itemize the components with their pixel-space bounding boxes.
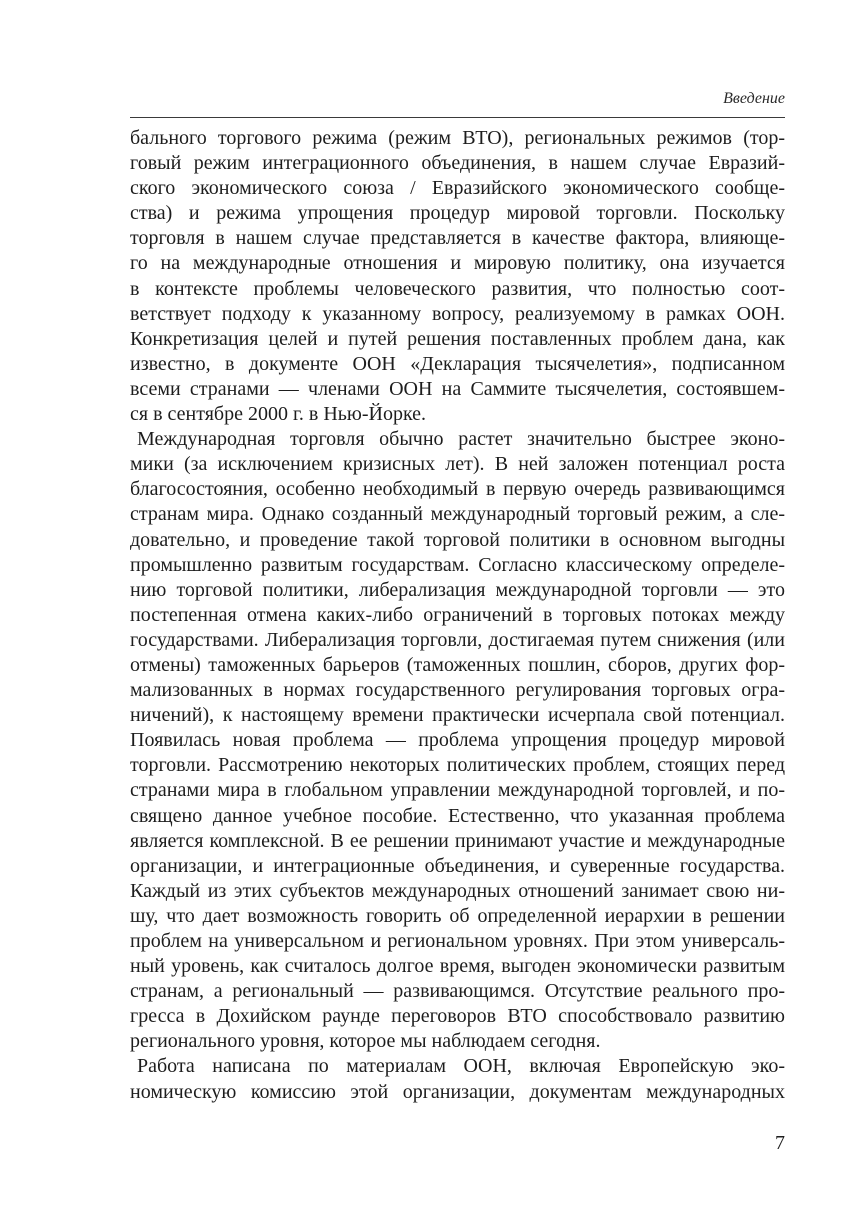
text-line: го на международные отношения и мировую политику, она изучается <box>130 252 785 275</box>
text-line: благосостояния, особенно необходимый в первую очередь развивающимся <box>130 478 785 501</box>
text-line: торговли. Рассмотрению некоторых политических проблем, стоящих перед <box>130 754 785 777</box>
text-line: ветствует подходу к указанному вопросу, реализуемому в рамках ООН. <box>130 302 785 325</box>
text-line: номическую комиссию этой организации, документам международных <box>130 1080 785 1103</box>
text-line: торговля в нашем случае представляется в качестве фактора, влияюще- <box>130 227 785 250</box>
text-line: в контексте проблемы человеческого развития, что полностью соот- <box>130 277 785 300</box>
text-line: бального торгового режима (режим ВТО), региональных режимов (тор- <box>130 127 785 149</box>
text-line: ского экономического союза / Евразийского экономического сообще- <box>130 177 785 200</box>
text-line: странам, а региональный — развивающимся. Отсутствие реального про- <box>130 980 785 1003</box>
text-line: известно, в документе ООН «Декларация тысячелетия», подписанном <box>130 352 785 375</box>
text-line: регионального уровня, которое мы наблюдаем сегодня. <box>130 1030 601 1053</box>
text-line: нию торговой политики, либерализация международной торговли — это <box>130 578 785 601</box>
text-line: всеми странами — членами ООН на Саммите тысячелетия, состоявшем- <box>130 377 785 400</box>
text-line: мики (за исключением кризисных лет). В ней заложен потенциал роста <box>130 453 785 476</box>
paragraph <box>130 1054 785 1104</box>
text-line: шу, что дает возможность говорить об определенной иерархии в решении <box>130 904 785 927</box>
text-line: организации, и интеграционные объединения, и суверенные государства. <box>130 854 785 877</box>
text-line: ный уровень, как считалось долгое время, выгоден экономически развитым <box>130 955 785 978</box>
text-line: ничений), к настоящему времени практически исчерпала свой потенциал. <box>130 704 785 727</box>
text-line: странами мира в глобальном управлении международной торговлей, и по- <box>130 779 785 802</box>
text-line: Работа написана по материалам ООН, включая Европейскую эко- <box>137 1055 785 1078</box>
text-line: священо данное учебное пособие. Естественно, что указанная проблема <box>130 804 785 827</box>
text-line: отмены) таможенных барьеров (таможенных пошлин, сборов, других фор- <box>130 653 785 676</box>
text-line: Каждый из этих субъектов международных отношений занимает свою ни- <box>130 879 785 902</box>
text-line: говый режим интеграционного объединения, в нашем случае Евразий- <box>130 152 785 175</box>
text-line: мализованных в нормах государственного регулирования торговых огра- <box>130 679 785 702</box>
page-number: 7 <box>775 1132 785 1154</box>
running-header-title: Введение <box>723 90 785 107</box>
text-line: ся в сентябре 2000 г. в Нью-Йорке. <box>130 403 427 426</box>
text-line: странам мира. Однако созданный международный торговый режим, а сле- <box>130 503 785 526</box>
text-line: промышленно развитым государствам. Согласно классическому определе- <box>130 553 785 576</box>
paragraph <box>130 427 785 1054</box>
text-line: ства) и режима упрощения процедур мировой торговли. Поскольку <box>130 202 785 225</box>
text-line: гресса в Дохийском раунде переговоров ВТО способствовало развитию <box>130 1005 785 1028</box>
header-rule <box>130 117 785 118</box>
text-line: постепенная отмена каких-либо ограничений в торговых потоках между <box>130 603 785 626</box>
body-text <box>130 126 785 1105</box>
text-line: Конкретизация целей и путей решения поставленных проблем дана, как <box>130 327 785 350</box>
paragraph <box>130 126 785 427</box>
text-line: Международная торговля обычно растет значительно быстрее эконо- <box>137 428 785 451</box>
text-line: государствами. Либерализация торговли, достигаемая путем снижения (или <box>130 628 785 651</box>
text-line: проблем на универсальном и региональном уровнях. При этом универсаль- <box>130 930 785 952</box>
text-line: довательно, и проведение такой торговой политики в основном выгодны <box>130 528 785 551</box>
text-line: Появилась новая проблема — проблема упрощения процедур мировой <box>130 729 785 752</box>
text-line: является комплексной. В ее решении принимают участие и международные <box>130 829 785 852</box>
